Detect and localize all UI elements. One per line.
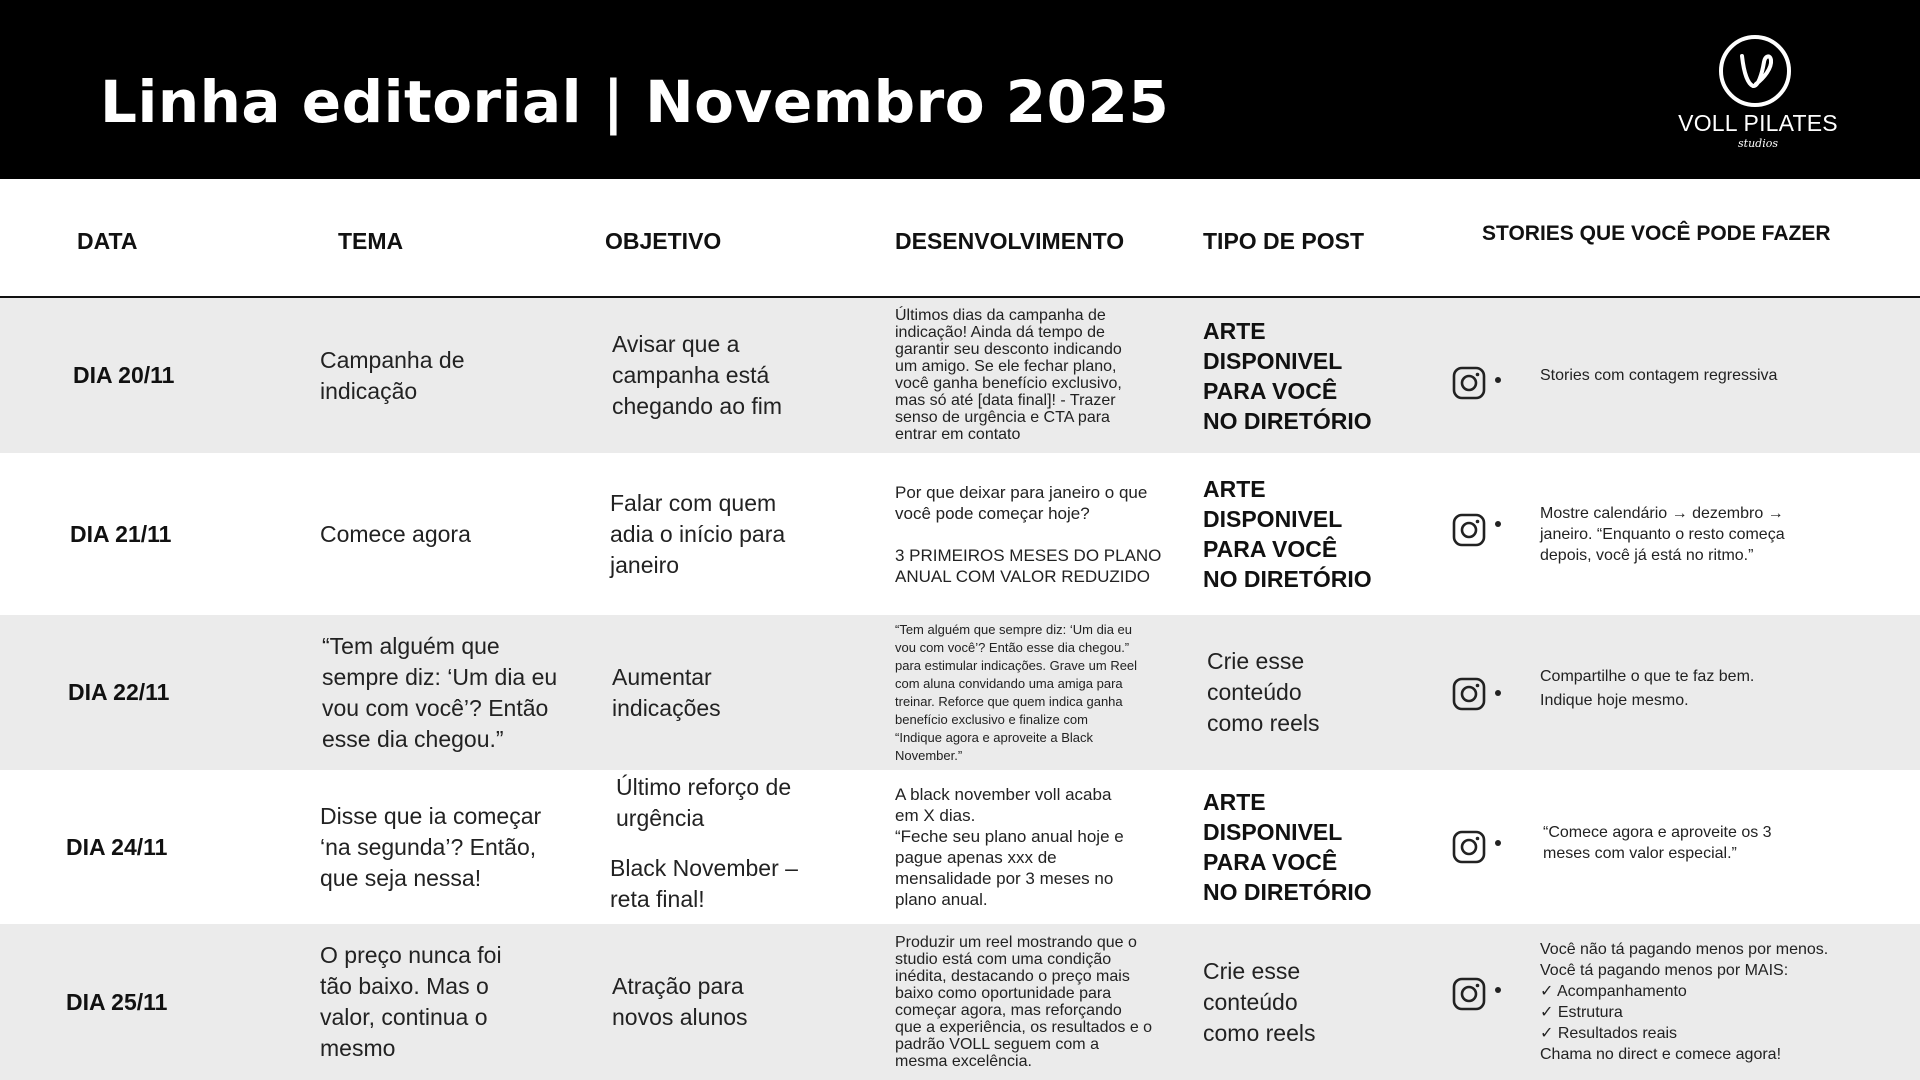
bullet-dot [1495, 521, 1501, 527]
instagram-icon [1452, 830, 1486, 864]
row-desenvolvimento: A black november voll acaba em X dias. “Feche seu plano anual hoje e pague apenas xxx de mensalidade por 3 meses no plano anual. [895, 785, 1124, 909]
row-stories: “Comece agora e aproveite os 3 meses com valor especial.” [1543, 824, 1772, 862]
column-header-objetivo: OBJETIVO [605, 228, 722, 254]
row-date: DIA 20/11 [73, 362, 175, 388]
row-objetivo: Atração para novos alunos [612, 973, 748, 1030]
row-tipo: ARTE DISPONIVEL PARA VOCÊ NO DIRETÓRIO [1203, 789, 1372, 905]
row-objetivo: Aumentar indicações [612, 663, 721, 721]
voll-logo-icon [1718, 34, 1792, 108]
row-tema: “Tem alguém que sempre diz: ‘Um dia eu vou com você’? Então esse dia chegou.” [322, 632, 558, 752]
row-objetivo-secondary: Black November – reta final! [610, 855, 798, 912]
table-row [0, 615, 1920, 770]
row-tema: O preço nunca foi tão baixo. Mas o valor, continua o mesmo [320, 942, 502, 1061]
instagram-icon [1452, 677, 1486, 711]
bullet-dot [1495, 690, 1501, 696]
row-stories: Mostre calendário → dezembro → janeiro. “Enquanto o resto começa depois, você já está no ritmo.” [1540, 504, 1785, 564]
row-stories: Stories com contagem regressiva [1540, 367, 1778, 384]
row-tipo: Crie esse conteúdo como reels [1203, 957, 1316, 1046]
bullet-dot [1495, 377, 1501, 383]
row-tipo: Crie esse conteúdo como reels [1207, 648, 1320, 736]
row-stories: Você não tá pagando menos por menos. Você tá pagando menos por MAIS: ✓ Acompanhamento ✓ Estrutura ✓ Resultados reais Chama no direct e comece agora! [1540, 941, 1829, 1063]
row-tema: Comece agora [320, 520, 471, 547]
column-header-tema: TEMA [338, 228, 404, 254]
row-tema: Campanha de indicação [320, 346, 465, 404]
instagram-icon [1452, 366, 1486, 400]
column-header-desenvolvimento: DESENVOLVIMENTO [895, 228, 1125, 254]
column-header-stories: STORIES QUE VOCÊ PODE FAZER [1482, 222, 1831, 245]
row-date: DIA 22/11 [68, 679, 170, 705]
brand-logo [1668, 30, 1848, 154]
row-objetivo: Avisar que a campanha está chegando ao fim [612, 331, 783, 419]
column-header-data: DATA [77, 228, 138, 254]
table-row [0, 924, 1920, 1080]
row-date: DIA 24/11 [66, 833, 168, 860]
header-band [0, 0, 1920, 179]
row-desenvolvimento: Por que deixar para janeiro o que você pode começar hoje? 3 PRIMEIROS MESES DO PLANO ANUAL COM VALOR REDUZIDO [895, 482, 1162, 586]
table-row [0, 453, 1920, 615]
instagram-icon [1452, 513, 1486, 547]
row-desenvolvimento: “Tem alguém que sempre diz: ‘Um dia eu vou com você’? Então esse dia chegou.” para estimular indicações. Grave um Reel com aluna convidando uma amiga para treinar. Reforce que quem indica ganha benefício exclusivo e finalize com “Indique agora e aproveite a Black November.” [895, 621, 1138, 763]
row-stories: Compartilhe o que te faz bem. Indique hoje mesmo. [1540, 667, 1755, 709]
row-date: DIA 21/11 [70, 520, 172, 547]
instagram-icon [1452, 977, 1486, 1011]
row-tipo: ARTE DISPONIVEL PARA VOCÊ NO DIRETÓRIO [1203, 476, 1372, 592]
row-tipo: ARTE DISPONIVEL PARA VOCÊ NO DIRETÓRIO [1203, 317, 1372, 434]
bullet-dot [1495, 840, 1501, 846]
logo-subtitle: studios [1738, 137, 1778, 150]
row-desenvolvimento: Produzir um reel mostrando que o studio está com uma condição inédita, destacando o preço mais baixo como oportunidade para começar agora, mas reforçando que a experiência, os resultados e o padrão VOLL seguem com a mesma excelência. [895, 934, 1153, 1070]
row-date: DIA 25/11 [66, 988, 168, 1015]
row-objetivo: Falar com quem adia o início para janeiro [610, 489, 786, 578]
column-header-tipo: TIPO DE POST [1203, 228, 1365, 254]
logo-name: VOLL PILATES [1678, 110, 1838, 136]
table-row [0, 770, 1920, 924]
bullet-dot [1495, 987, 1501, 993]
row-tema: Disse que ia começar ‘na segunda’? Então, que seja nessa! [320, 802, 542, 891]
table-row [0, 298, 1920, 453]
page-title: Linha editorial | Novembro 2025 [100, 68, 1170, 136]
row-desenvolvimento: Últimos dias da campanha de indicação! Ainda dá tempo de garantir seu desconto indicando um amigo. Se ele fechar plano, você ganha benefício exclusivo, mas só até [data final]! - Trazer senso de urgência e CTA para entrar em contato [895, 307, 1122, 443]
row-objetivo-primary: Último reforço de urgência [616, 774, 792, 831]
